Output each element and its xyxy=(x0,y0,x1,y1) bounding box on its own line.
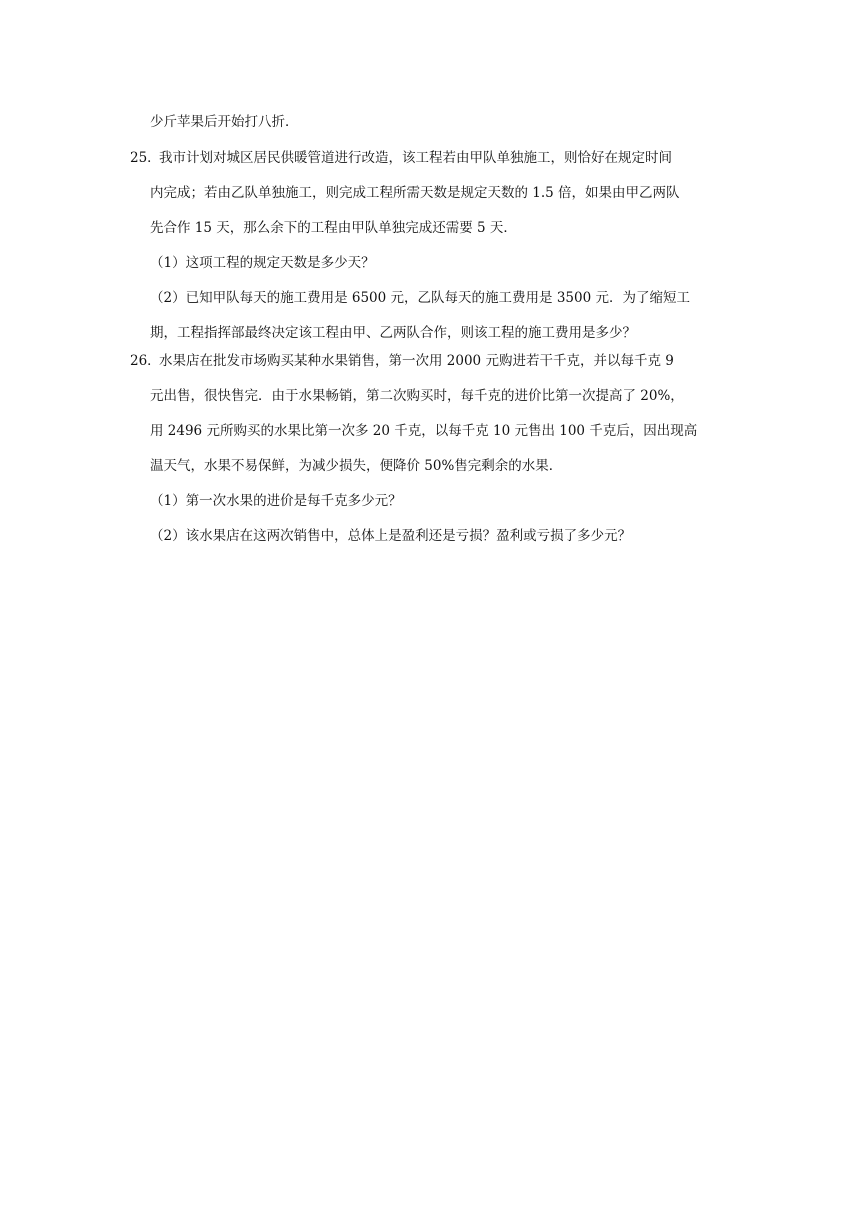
question-part-2-continued: 期，工程指挥部最终决定该工程由甲、乙两队合作，则该工程的施工费用是多少？ xyxy=(150,325,636,341)
question-number: 26． xyxy=(130,353,161,369)
question-text-line: 先合作 15 天，那么余下的工程由甲队单独完成还需要 5 天． xyxy=(150,220,517,236)
question-text-line: 温天气，水果不易保鲜，为减少损失，便降价 50%售完剩余的水果． xyxy=(150,458,563,474)
previous-question-continuation: 少斤苹果后开始打八折． xyxy=(150,114,299,130)
question-text-line: 水果店在批发市场购买某种水果销售，第一次用 2000 元购进若干千克，并以每千克 9 xyxy=(159,353,674,369)
question-part-1: （1）这项工程的规定天数是多少天？ xyxy=(150,255,375,271)
question-text-line: 内完成；若由乙队单独施工，则完成工程所需天数是规定天数的 1.5 倍，如果由甲乙两队 xyxy=(150,185,680,201)
question-part-2: （2）该水果店在这两次销售中，总体上是盈利还是亏损？盈利或亏损了多少元？ xyxy=(150,528,632,544)
question-part-1: （1）第一次水果的进价是每千克多少元？ xyxy=(150,493,402,509)
question-part-2: （2）已知甲队每天的施工费用是 6500 元，乙队每天的施工费用是 3500 元．为了缩短工 xyxy=(150,290,690,306)
question-text-line: 元出售，很快售完．由于水果畅销，第二次购买时，每千克的进价比第一次提高了 20%， xyxy=(150,388,684,404)
question-text-line: 我市计划对城区居民供暖管道进行改造，该工程若由甲队单独施工，则恰好在规定时间 xyxy=(159,150,672,166)
question-text-line: 用 2496 元所购买的水果比第一次多 20 千克，以每千克 10 元售出 100 千克后，因出现高 xyxy=(150,423,698,439)
question-number: 25． xyxy=(130,150,161,166)
